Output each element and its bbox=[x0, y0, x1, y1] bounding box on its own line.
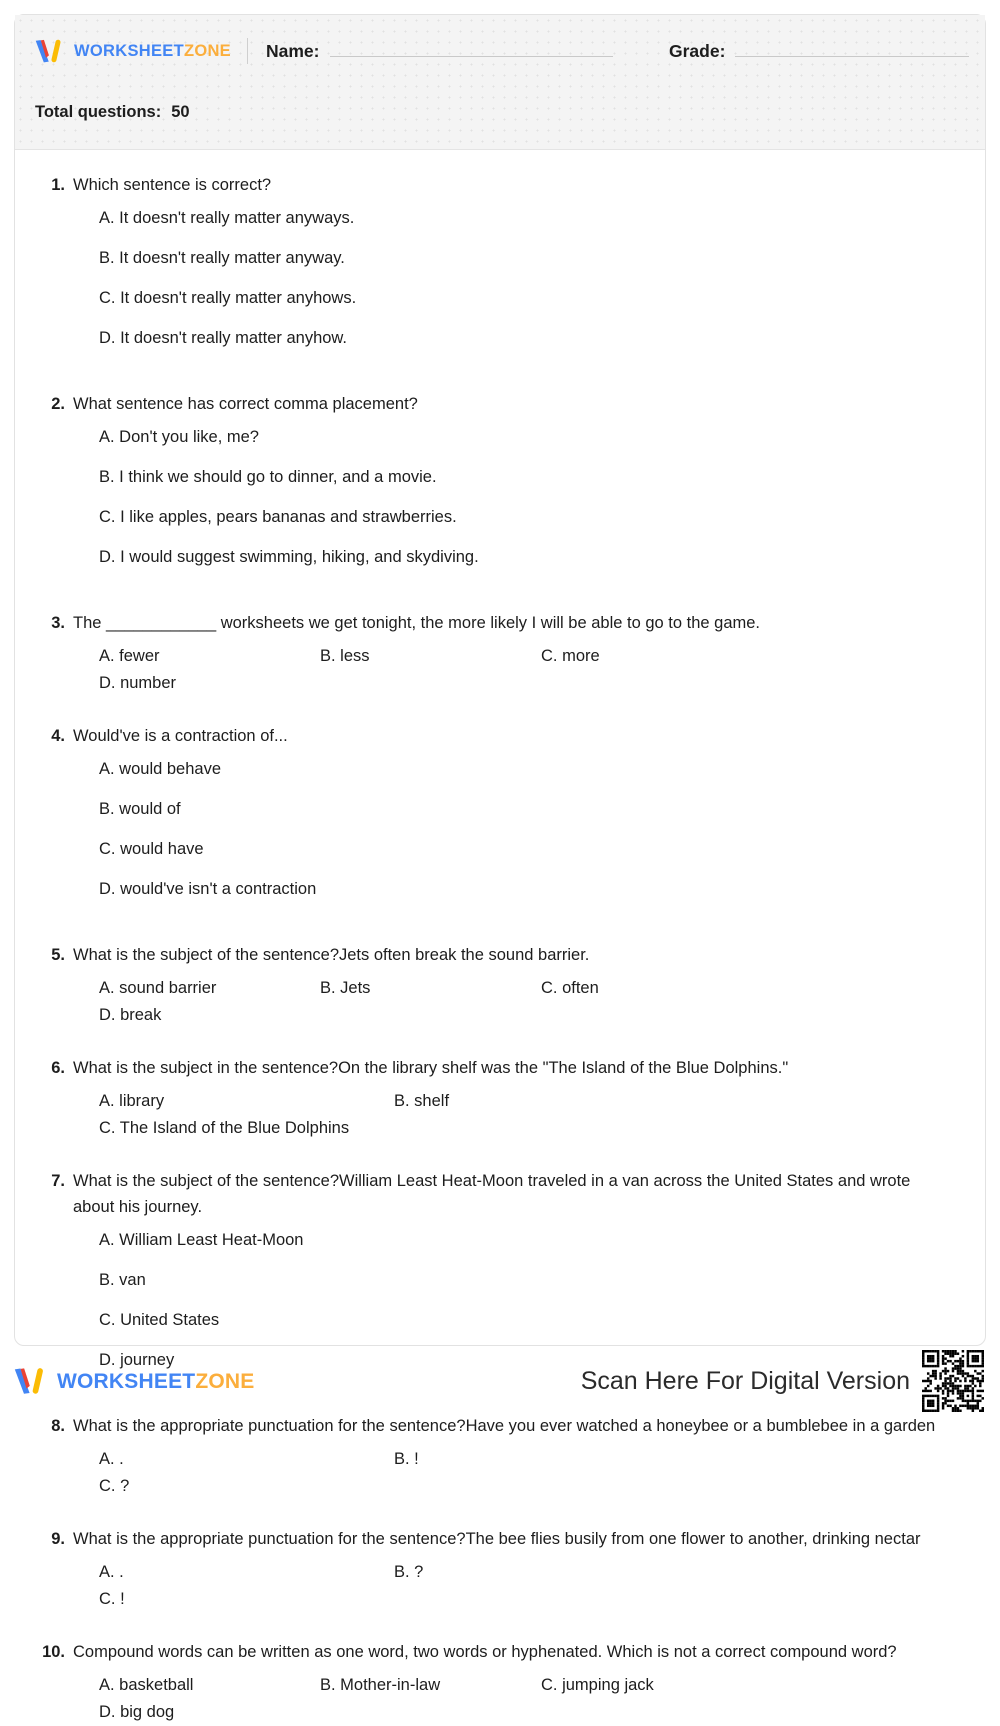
answer-option[interactable]: D. I would suggest swimming, hiking, and skydiving. bbox=[99, 548, 479, 566]
brand-logo-footer bbox=[14, 1366, 254, 1397]
question-number: 2. bbox=[51, 395, 65, 413]
answer-option[interactable]: C. ? bbox=[99, 1477, 130, 1495]
question-row bbox=[37, 391, 963, 417]
answer-option[interactable]: A. sound barrier bbox=[99, 979, 217, 997]
answer-option[interactable]: A. It doesn't really matter anyways. bbox=[99, 209, 355, 227]
answer-option[interactable]: B. would of bbox=[99, 800, 181, 818]
question-number: 10. bbox=[42, 1643, 65, 1661]
brand-name-primary: WORKSHEET bbox=[74, 41, 184, 60]
option-group bbox=[99, 1446, 963, 1500]
brand-name-primary-footer: WORKSHEET bbox=[57, 1369, 196, 1393]
question-row bbox=[37, 1526, 963, 1552]
answer-option[interactable]: A. Don't you like, me? bbox=[99, 428, 259, 446]
name-field[interactable] bbox=[266, 41, 613, 62]
answer-option[interactable]: A. would behave bbox=[99, 760, 222, 778]
option-group bbox=[99, 1088, 963, 1142]
answer-option[interactable]: B. ? bbox=[394, 1563, 424, 1581]
question-row bbox=[37, 172, 963, 198]
question-text: What is the appropriate punctuation for the sentence?The bee flies busily from one flower to another, drinking nectar bbox=[73, 1530, 921, 1548]
answer-option[interactable]: B. ! bbox=[394, 1450, 419, 1468]
total-questions-label: Total questions: bbox=[35, 103, 162, 121]
answer-option[interactable]: D. number bbox=[99, 674, 177, 692]
answer-option[interactable]: B. Mother-in-law bbox=[320, 1676, 441, 1694]
grade-input-line[interactable] bbox=[735, 42, 969, 57]
question-number: 5. bbox=[51, 946, 65, 964]
header-divider bbox=[247, 38, 248, 64]
answer-option[interactable]: B. I think we should go to dinner, and a movie. bbox=[99, 468, 437, 486]
question-text: Which sentence is correct? bbox=[73, 176, 272, 194]
question-text: Compound words can be written as one word, two words or hyphenated. Which is not a correct compound word? bbox=[73, 1643, 897, 1661]
answer-option[interactable]: B. shelf bbox=[394, 1092, 450, 1110]
total-questions-value: 50 bbox=[171, 103, 190, 121]
answer-option[interactable]: B. It doesn't really matter anyway. bbox=[99, 249, 345, 267]
question-text: What is the subject of the sentence?Jets often break the sound barrier. bbox=[73, 946, 590, 964]
worksheet-zone-logo-icon-footer bbox=[14, 1366, 48, 1397]
question-number: 3. bbox=[51, 614, 65, 632]
answer-option[interactable]: C. jumping jack bbox=[541, 1676, 654, 1694]
option-group bbox=[99, 1672, 963, 1726]
answer-option[interactable]: C. I like apples, pears bananas and strawberries. bbox=[99, 508, 457, 526]
scan-instruction-text: Scan Here For Digital Version bbox=[580, 1366, 910, 1395]
question-number: 4. bbox=[51, 727, 65, 745]
answer-option[interactable]: A. fewer bbox=[99, 647, 160, 665]
question-text: What is the subject in the sentence?On the library shelf was the "The Island of the Blue Dolphins." bbox=[73, 1059, 789, 1077]
answer-option[interactable]: C. The Island of the Blue Dolphins bbox=[99, 1119, 350, 1137]
answer-option[interactable]: B. van bbox=[99, 1271, 146, 1289]
answer-option[interactable]: B. less bbox=[320, 647, 370, 665]
answer-option[interactable]: C. often bbox=[541, 979, 599, 997]
answer-option[interactable]: C. United States bbox=[99, 1311, 220, 1329]
question-number: 6. bbox=[51, 1059, 65, 1077]
qr-code-image bbox=[922, 1350, 984, 1412]
option-group bbox=[99, 643, 963, 697]
answer-option[interactable]: A. basketball bbox=[99, 1676, 194, 1694]
option-group bbox=[99, 756, 963, 916]
answer-option[interactable]: A. . bbox=[99, 1450, 124, 1468]
question-row bbox=[37, 1639, 963, 1665]
answer-option[interactable]: C. It doesn't really matter anyhows. bbox=[99, 289, 357, 307]
worksheet-footer bbox=[14, 1356, 986, 1406]
option-group bbox=[99, 424, 963, 584]
total-questions bbox=[35, 103, 190, 122]
answer-option[interactable]: D. big dog bbox=[99, 1703, 175, 1721]
brand-logo-text-footer bbox=[57, 1371, 254, 1392]
question-row bbox=[37, 1168, 963, 1220]
question-text: The ____________ worksheets we get tonight, the more likely I will be able to go to the game. bbox=[73, 614, 761, 632]
question-text: What sentence has correct comma placement? bbox=[73, 395, 418, 413]
worksheet-header bbox=[15, 15, 985, 150]
question-number: 1. bbox=[51, 176, 65, 194]
name-label: Name: bbox=[266, 40, 320, 61]
option-group bbox=[99, 205, 963, 365]
answer-option[interactable]: A. William Least Heat-Moon bbox=[99, 1231, 304, 1249]
question-number: 7. bbox=[51, 1172, 65, 1190]
question-number: 8. bbox=[51, 1417, 65, 1435]
header-identity-row bbox=[35, 31, 969, 71]
answer-option[interactable]: B. Jets bbox=[320, 979, 371, 997]
grade-label: Grade: bbox=[669, 40, 726, 61]
brand-name-secondary-footer: ZONE bbox=[195, 1369, 255, 1393]
answer-option[interactable]: D. would've isn't a contraction bbox=[99, 880, 317, 898]
answer-option[interactable]: C. more bbox=[541, 647, 600, 665]
brand-name-secondary: ZONE bbox=[183, 41, 231, 60]
option-group bbox=[99, 1559, 963, 1613]
question-row bbox=[37, 942, 963, 968]
question-row bbox=[37, 723, 963, 749]
question-row bbox=[37, 1055, 963, 1081]
brand-logo-header bbox=[35, 38, 231, 65]
answer-option[interactable]: C. would have bbox=[99, 840, 204, 858]
grade-field[interactable] bbox=[669, 41, 969, 62]
brand-logo-text bbox=[74, 43, 231, 60]
answer-option[interactable]: A. library bbox=[99, 1092, 165, 1110]
question-list bbox=[15, 150, 985, 1726]
name-input-line[interactable] bbox=[330, 42, 614, 57]
answer-option[interactable]: C. ! bbox=[99, 1590, 125, 1608]
question-text: Would've is a contraction of... bbox=[73, 727, 288, 745]
worksheet-zone-logo-icon bbox=[35, 38, 65, 65]
answer-option[interactable]: D. journey bbox=[99, 1351, 175, 1369]
question-number: 9. bbox=[51, 1530, 65, 1548]
answer-option[interactable]: D. It doesn't really matter anyhow. bbox=[99, 329, 348, 347]
option-group bbox=[99, 975, 963, 1029]
question-row bbox=[37, 1413, 963, 1439]
answer-option[interactable]: A. . bbox=[99, 1563, 124, 1581]
answer-option[interactable]: D. break bbox=[99, 1006, 162, 1024]
question-text: What is the subject of the sentence?William Least Heat-Moon traveled in a van across the United States and wrote about his journey. bbox=[73, 1172, 911, 1216]
qr-code[interactable] bbox=[920, 1348, 986, 1414]
question-row bbox=[37, 610, 963, 636]
question-text: What is the appropriate punctuation for the sentence?Have you ever watched a honeybee or a bumblebee in a garden bbox=[73, 1417, 936, 1435]
